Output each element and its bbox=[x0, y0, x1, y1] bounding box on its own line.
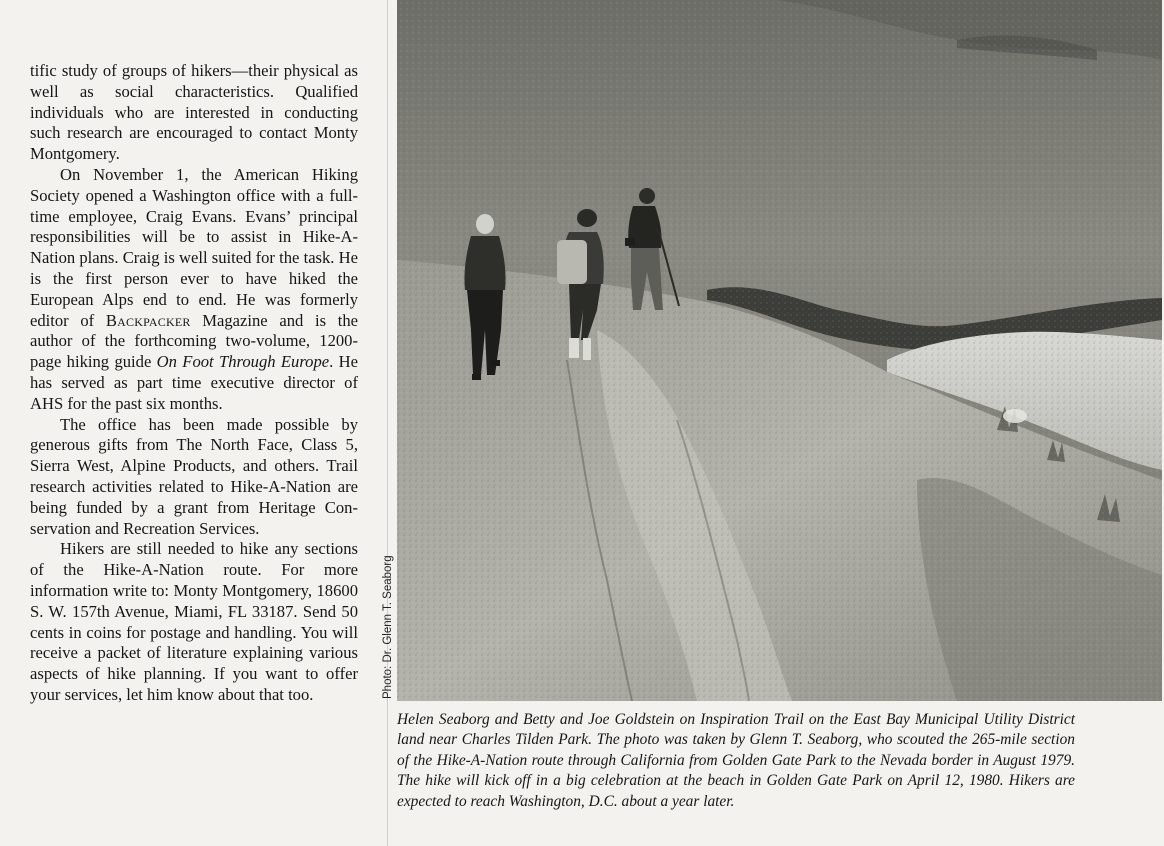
photo-credit: Photo: Dr. Glenn T. Seaborg bbox=[382, 555, 394, 699]
article-paragraph-3: The office has been made possible by generous gifts from The North Face, Class 5, Sierra West, Alpine Products, and others. Trail research activities related to Hike-A-Nation are being funded by a grant from Heritage Conservation and Recreation Services. bbox=[30, 414, 358, 538]
hikers-photo-image bbox=[397, 0, 1162, 701]
article-paragraph-2 bbox=[30, 165, 358, 415]
magazine-name: Backpacker bbox=[105, 310, 191, 330]
article-paragraph-2-text-b: Magazine and is the author of the forthcoming two-volume, 1200-page hiking guide bbox=[30, 310, 359, 372]
article-column bbox=[30, 61, 358, 706]
article-paragraph-1: tific study of groups of hikers—their physical as well as social characteristics. Qualified individuals who are interested in conducting such research are encouraged to contact Monty Montgomery. bbox=[30, 61, 358, 164]
article-paragraph-2-text-a: On November 1, the American Hiking Society opened a Washington office with a full-time employee, Craig Evans. Evans’ principal responsibilities will be to assist in Hike-A-Nation plans. Craig is well suited for the task. He is the first person ever to have hiked the European Alps end to end. He was formerly editor of bbox=[30, 164, 358, 330]
column-divider bbox=[387, 0, 388, 846]
photo-caption: Helen Seaborg and Betty and Joe Goldstein on Inspiration Trail on the East Bay Municipal Utility District land near Charles Tilden Park. The photo was taken by Glenn T. Seaborg, who scouted the 265-mile section of the Hike-A-Nation route through California from Golden Gate Park to the Nevada border in August 1979. The hike will kick off in a big celebration at the beach in Golden Gate Park on April 12, 1980. Hikers are expected to reach Washington, D.C. about a year later. bbox=[397, 711, 1075, 810]
hikers-photo bbox=[397, 0, 1162, 701]
article-paragraph-4: Hikers are still needed to hike any sections of the Hike-A-Nation route. For more information write to: Monty Montgomery, 18600 S. W. 157th Avenue, Miami, FL 33187. Send 50 cents in coins for postage and handling. You will receive a packet of literature explaining various aspects of hike planning. If you want to offer your services, let him know about that too. bbox=[30, 539, 358, 704]
book-title: On Foot Through Europe bbox=[156, 352, 330, 372]
article-paragraph-2-text-c: . He has served as part time executive director of AHS for the past six months. bbox=[30, 352, 359, 413]
